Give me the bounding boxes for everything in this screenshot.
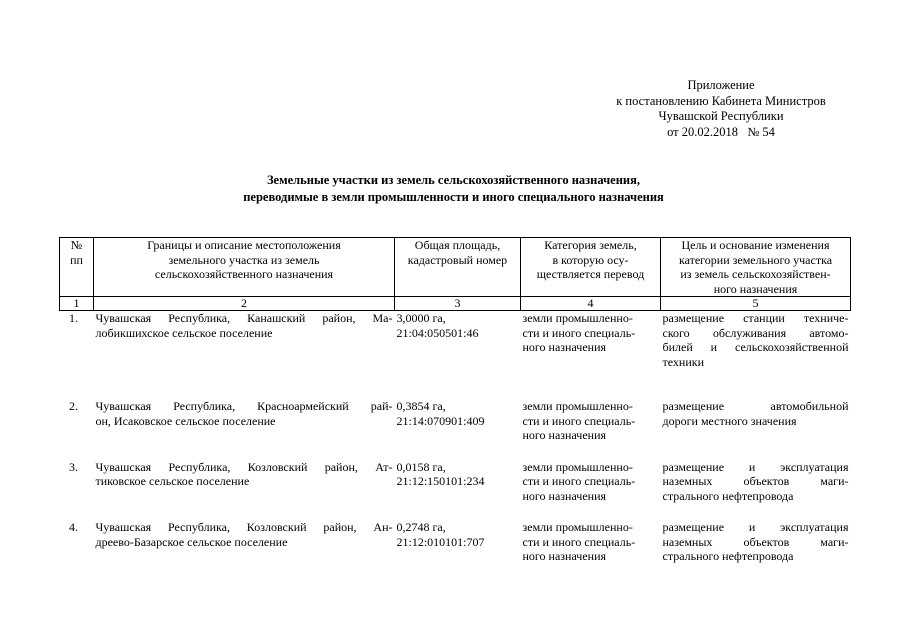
purpose-line: стрального нефтепровода: [662, 549, 794, 563]
row-spacer: [60, 443, 851, 460]
category-line: сти и иного специаль-: [522, 534, 636, 549]
area-cell: [395, 311, 521, 370]
category-cell: [521, 311, 661, 370]
location-line: Чувашская Республика, Козловский район, Ан-: [95, 520, 393, 534]
area-cell: [395, 460, 521, 504]
category-line: сти и иного специаль-: [522, 325, 636, 340]
header-cell-purpose: [661, 238, 851, 297]
appendix-header: [596, 78, 846, 140]
category-line: ного назначения: [522, 340, 607, 354]
purpose-line: техники: [662, 354, 705, 369]
row-number: 4.: [69, 520, 78, 534]
header-text: пп: [70, 252, 83, 267]
area-line: 3,0000 га,: [396, 311, 446, 325]
category-line: земли промышленно-: [522, 459, 633, 474]
purpose-line: дороги местного значения: [662, 413, 797, 428]
category-line: ного назначения: [522, 549, 607, 563]
document-title: [60, 172, 847, 205]
table-row: [60, 460, 851, 504]
category-cell: [521, 399, 661, 443]
category-cell: [521, 520, 661, 564]
purpose-cell: [661, 311, 851, 370]
header-text: Цель и основание изменения: [681, 238, 830, 252]
header-cell-location: [94, 238, 395, 297]
location-line: лобикшихское сельское поселение: [95, 325, 273, 340]
column-number-row: [60, 297, 851, 311]
location-cell: [94, 311, 395, 370]
category-line: сти и иного специаль-: [522, 413, 636, 428]
cadastral-number: 21:12:010101:707: [396, 534, 485, 549]
header-text: кадастровый номер: [407, 252, 508, 267]
purpose-cell: [661, 460, 851, 504]
row-number: 1.: [69, 311, 78, 325]
table-row: [60, 311, 851, 370]
purpose-line: размещение и эксплуатация: [662, 520, 849, 534]
row-number: 3.: [69, 459, 78, 474]
appendix-line: Приложение: [687, 78, 755, 92]
header-cell-number: [60, 238, 94, 297]
appendix-line: от 20.02.2018 № 54: [667, 124, 775, 139]
category-line: ного назначения: [522, 428, 607, 442]
title-line: Земельные участки из земель сельскохозяйственного назначения,: [266, 173, 641, 187]
header-cell-category: [521, 238, 661, 297]
header-text: №: [70, 238, 83, 252]
cadastral-number: 21:04:050501:46: [396, 325, 479, 340]
area-line: 0,2748 га,: [396, 520, 446, 534]
header-text: ществляется перевод: [536, 267, 645, 281]
location-cell: [94, 399, 395, 443]
purpose-line: размещение станции техниче-: [662, 311, 849, 325]
table-row: [60, 399, 851, 443]
area-line: 0,3854 га,: [396, 399, 446, 413]
land-plots-table: [59, 237, 851, 564]
column-number: 2: [94, 297, 395, 311]
category-line: сти и иного специаль-: [522, 474, 636, 488]
header-text: сельскохозяйственного назначения: [154, 267, 334, 281]
header-text: Границы и описание местоположения: [147, 238, 341, 252]
column-number: 5: [661, 297, 851, 311]
header-text: ного назначения: [713, 281, 798, 296]
category-line: земли промышленно-: [522, 520, 633, 534]
column-number: 1: [60, 297, 94, 311]
location-line: Чувашская Республика, Канашский район, Ма-: [95, 311, 393, 325]
purpose-cell: [661, 520, 851, 564]
appendix-line: Чувашской Республики: [658, 109, 784, 123]
purpose-line: размещение автомобильной: [662, 399, 849, 413]
purpose-line: ского обслуживания автомо-: [662, 325, 849, 340]
location-cell: [94, 520, 395, 564]
area-cell: [395, 520, 521, 564]
header-cell-area: [395, 238, 521, 297]
header-text: земельного участка из земель: [168, 252, 320, 267]
location-line: он, Исаковское сельское поселение: [95, 413, 276, 428]
purpose-line: билей и сельскохозяйственной: [662, 340, 849, 354]
table-header-row: [60, 238, 851, 297]
title-line: переводимые в земли промышленности и иного специального назначения: [243, 189, 664, 204]
purpose-cell: [661, 399, 851, 443]
purpose-line: стрального нефтепровода: [662, 488, 794, 503]
category-cell: [521, 460, 661, 504]
location-line: тиковское сельское поселение: [95, 474, 250, 488]
category-line: ного назначения: [522, 488, 607, 503]
header-text: Общая площадь,: [414, 238, 501, 252]
header-text: из земель сельскохозяйствен-: [680, 267, 831, 281]
purpose-line: размещение и эксплуатация: [662, 459, 849, 474]
header-text: в которую осу-: [552, 252, 629, 267]
area-line: 0,0158 га,: [396, 459, 446, 474]
column-number: 3: [395, 297, 521, 311]
category-line: земли промышленно-: [522, 311, 633, 325]
location-line: Чувашская Республика, Красноармейский рай-: [95, 399, 393, 413]
row-spacer: [60, 503, 851, 520]
column-number: 4: [521, 297, 661, 311]
cadastral-number: 21:14:070901:409: [396, 413, 485, 428]
area-cell: [395, 399, 521, 443]
appendix-line: к постановлению Кабинета Министров: [616, 93, 826, 108]
purpose-line: наземных объектов маги-: [662, 534, 849, 549]
table-row: [60, 520, 851, 564]
location-line: дреево-Базарское сельское поселение: [95, 534, 288, 549]
header-text: Категория земель,: [544, 238, 637, 252]
purpose-line: наземных объектов маги-: [662, 474, 849, 488]
category-line: земли промышленно-: [522, 399, 633, 413]
row-number: 2.: [69, 399, 78, 413]
location-cell: [94, 460, 395, 504]
header-text: категории земельного участка: [678, 252, 833, 267]
location-line: Чувашская Республика, Козловский район, Ат-: [95, 459, 393, 474]
cadastral-number: 21:12:150101:234: [396, 474, 485, 488]
row-spacer: [60, 369, 851, 399]
